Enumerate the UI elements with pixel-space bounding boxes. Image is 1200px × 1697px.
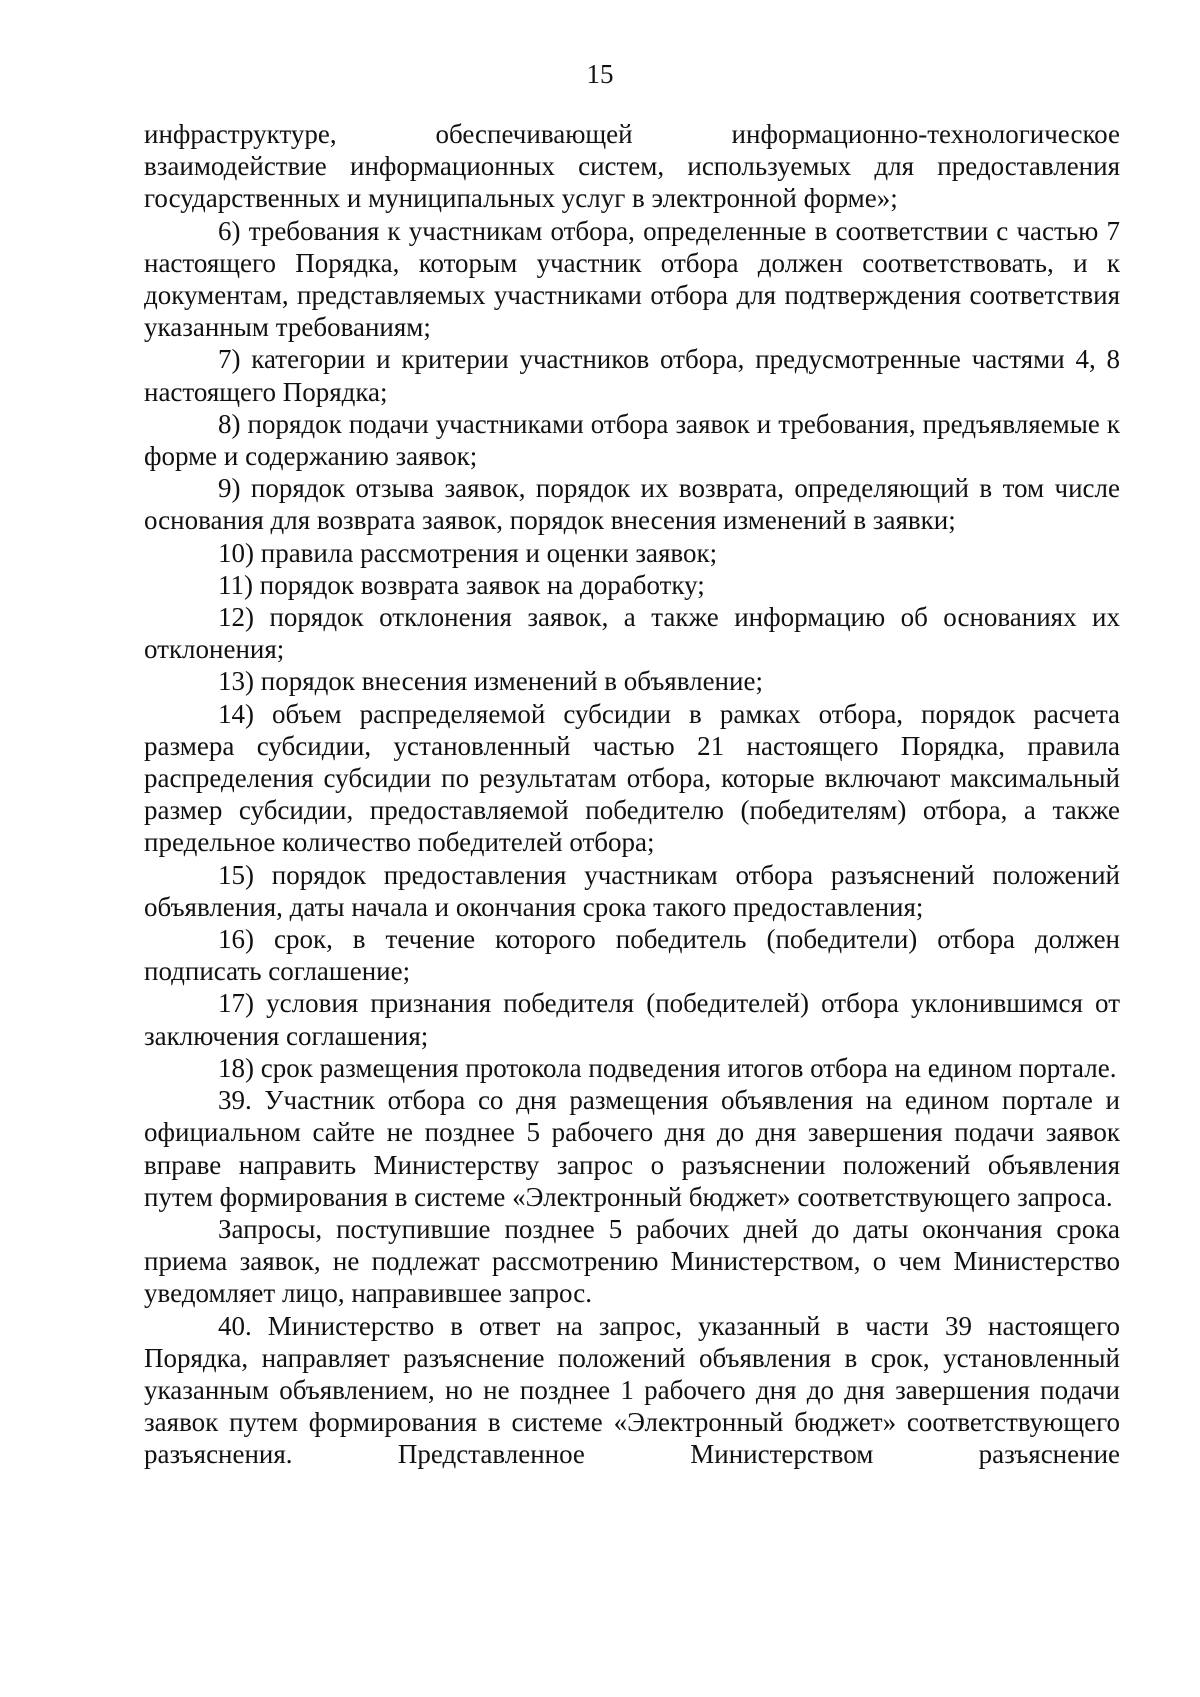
paragraph: 18) срок размещения протокола подведения итогов отбора на едином портале. [218,1052,1117,1083]
paragraph: 9) порядок отзыва заявок, порядок их возврата, определяющий в том числе основания для возврата заявок, порядок внесения изменений в заявки; [144,473,1120,536]
paragraph: инфраструктуре, обеспечивающей информационно-технологическое взаимодействие информационных систем, используемых для предоставления государственных и муниципальных услуг в электронной форме»; [144,119,1120,214]
paragraph: Запросы, поступившие позднее 5 рабочих дней до даты окончания срока приема заявок, не подлежат рассмотрению Министерством, о чем Министерство уведомляет лицо, направившее запрос. [144,1213,1120,1309]
document-body [144,118,1120,1471]
paragraph: 11) порядок возврата заявок на доработку; [218,569,705,600]
paragraph: 15) порядок предоставления участникам отбора разъяснений положений объявления, даты начала и окончания срока такого предоставления; [144,859,1120,922]
paragraph: 6) требования к участникам отбора, определенные в соответствии с частью 7 настоящего Порядка, которым участник отбора должен соответствовать, и к документам, представляемых участниками отбора для подтверждения соответствия указанным требованиям; [144,215,1120,343]
paragraph: 17) условия признания победителя (победителей) отбора уклонившимся от заключения соглашения; [144,988,1120,1051]
paragraph: 39. Участник отбора со дня размещения объявления на едином портале и официальном сайте не позднее 5 рабочего дня до дня завершения подачи заявок вправе направить Министерству запрос о разъяснении положений объявления путем формирования в системе «Электронный бюджет» соответствующего запроса. [144,1085,1120,1212]
paragraph: 14) объем распределяемой субсидии в рамках отбора, порядок расчета размера субсидии, установленный частью 21 настоящего Порядка, правила распределения субсидии по результатам отбора, которые включают максимальный размер субсидии, предоставляемой победителю (победителям) отбора, а также предельное количество победителей отбора; [144,698,1120,858]
page-number: 15 [586,59,614,89]
paragraph: 16) срок, в течение которого победитель (победители) отбора должен подписать соглашение; [144,924,1120,987]
paragraph: 13) порядок внесения изменений в объявление; [218,666,763,697]
paragraph: 12) порядок отклонения заявок, а также информацию об основаниях их отклонения; [144,602,1120,665]
paragraph: 10) правила рассмотрения и оценки заявок; [218,537,718,568]
paragraph: 7) категории и критерии участников отбора, предусмотренные частями 4, 8 настоящего Порядка; [144,344,1120,407]
paragraph: 8) порядок подачи участниками отбора заявок и требования, предъявляемые к форме и содержанию заявок; [144,408,1120,472]
paragraph: 40. Министерство в ответ на запрос, указанный в части 39 настоящего Порядка, направляет разъяснение положений объявления в срок, установленный указанным объявлением, но не позднее 1 рабочего дня до дня завершения подачи заявок путем формирования в системе «Электронный бюджет» соответствующего разъяснения. Представленное Министерством разъяснение [144,1310,1120,1470]
